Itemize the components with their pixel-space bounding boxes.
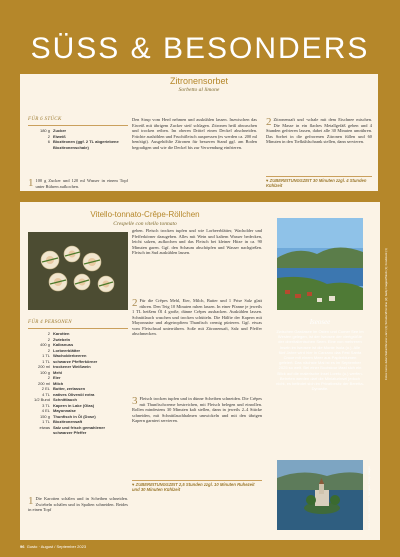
ingredient-row: 2 Lorbeerblätter xyxy=(47,347,81,353)
vitello-step-2: 2 Für die Crêpes Mehl, Eier, Milch, Butter und 1 Prise Salz glatt rühren. Den Teig 10 Minuten ruhen lassen. In einer Pfanne je jeweils 1 TL heißem Öl 4 große, dünne Crêpes ausbacken. Auskühlen lassen. Schnittlauch waschen und trocken schütteln. Die Hälfte der Kapern mit Mayonnaise und abgetropftem Thunfisch cremig pürieren. Ggf. etwas vom Fleischsud unterrühren. Soße mit Zitronensaft, Salz und Pfeffer abschmecken. xyxy=(132,297,262,336)
divider xyxy=(28,125,128,126)
ingredient-row: 3 TL Kapern in Lake (Glas) xyxy=(42,402,95,408)
ingredient-row: 150 g Thunfisch in Öl (Dose) xyxy=(39,413,96,419)
iseo-title: Iseosee xyxy=(309,318,331,326)
ingredient-row: 1 TL Wacholderbeeren xyxy=(42,353,87,358)
vitello-time: ♥ ZUBEREITUNGSZEIT 2,5 Stunden zzgl. 10 Minuten Ruhezeit und 30 Minuten Kühlzeit xyxy=(132,482,255,492)
iseo-text: Zwischen Gardasee im Osten und Comer See im Westen gelegen, ist der Iseosee der viertgrößte der oberitalienischen Seen. Eine von mehreren Inseln im Iseosee ist die Monte Isola (o.). Alle fünf Jahre wird hier in Carzano das Fest Santa Croce mit einem Meer aus Papierblumen gefeiert. Das nächste Mal ist es im September 2025 so weit. Bei einer Bootstour lässt sich ein Blick auf die malerische Insel Loreto (u.) werfen. Betreten werden darf die Miniaturinsel jedoch nicht, es befindet sich im Privatbesitz der Beretta-Dynastie. xyxy=(276,329,364,392)
footer: 96 Gusto · August / September 2023 xyxy=(20,544,87,549)
ingredient-row: 200 ml trockener Weißwein xyxy=(37,364,91,369)
vitello-step-3: 3 Fleisch trocken tupfen und in dünne Scheiben schneiden. Die Crêpes mit Thunfischcreme bestreichen, mit Fleisch belegen und einrollen. Rollen mindestens 30 Minuten kalt stellen, dann in jeweils 2–4 Stücke schneiden, mit Schnittlauchhalmen umwickeln und mit den übrigen Kapern garniert servieren. xyxy=(132,395,262,423)
ingredient-row: 100 g Mehl xyxy=(39,369,63,375)
sorbet-time: ♥ ZUBEREITUNGSZEIT 30 Minuten zzgl. 4 Stunden Kühlzeit xyxy=(266,178,367,188)
ingredient-row: 200 ml Milch xyxy=(37,380,64,386)
sorbet-title: Zitronensorbet xyxy=(169,76,229,86)
ingredient-row: 1 TL schwarze Pfefferkörner xyxy=(42,358,98,364)
vitello-title: Vitello-tonnato-Crêpe-Röllchen xyxy=(90,210,200,219)
vitello-step-1-cont: geben. Fleisch trocken tupfen und wie Lorbeerblätter, Wacholder und Pfefferkörner dazugeben. Alles mit Wein und kaltem Wasser bedecken, leicht salzen, aufkochen und das Fleisch bei kleiner Hitze in ca. 90 Minuten garen. Ggf. den Schaum abschöpfen und Wasser nachgießen. Fleisch im Sud auskühlen lassen. xyxy=(132,228,262,255)
sorbet-subtitle: Sorbetto al limone xyxy=(178,87,220,93)
sorbet-step-text: Den Sirup vom Herd nehmen und auskühlen lassen. Inzwischen das Eiweiß mit übrigem Zucker steif schlagen. Zitronen heiß abwaschen und trocken reiben. Im oberen Drittel einen Deckel abschneiden. Früchte aushöhlen und Fruchtfleisch auspressen (es werden ca. 200 ml benötigt). Ausgehöhlte Zitronen für besseren Stand ggf. am Boden begradigen und wie die Deckel bis zur Verwendung einfrieren. xyxy=(132,117,257,150)
ingredient-row: 1 TL Biozitronensaft xyxy=(42,419,83,424)
sorbet-yield: FÜR 6 STÜCK xyxy=(28,117,62,122)
photo-credit-side: Fotos: Loreto Island Fotos: Sarajevo Trump Images xyxy=(367,466,371,530)
divider xyxy=(266,176,372,177)
loreto-island-photo xyxy=(277,460,363,530)
page-title: SÜSS & BESONDERS xyxy=(30,32,370,65)
ingredient-row: 400 g Kalbsnuss xyxy=(39,342,74,347)
ingredient-row: 6 Biozitronen (ggf. 2 TL abgeriebene Biozitronenschale) xyxy=(47,139,119,150)
vitello-subtitle: Crespelle con vitello tonnato xyxy=(113,221,177,227)
crepe-rolls-photo xyxy=(28,232,128,310)
ingredient-row: 2 Zwiebeln xyxy=(47,336,71,342)
divider xyxy=(28,328,128,329)
ingredient-row: 1/2 Bund Schnittlauch xyxy=(33,397,78,402)
ingredient-row: 180 g Zucker xyxy=(39,128,67,133)
ingredient-row: 4 EL Mayonnaise xyxy=(41,408,76,413)
vitello-step-1: 1 Die Karotten schälen und in Scheiben schneiden. Zwiebeln schälen und in Spalten schneiden. Beides in einen Topf xyxy=(28,495,128,512)
ingredient-row: etwas Salz und frisch gemahlener schwarzer Pfeffer xyxy=(39,424,106,435)
photo-credit: Fotos: kemo Julian Siebert/Gruner+Jahr (4); Schubert/F1online (2); Getty Images/iStock (1); Foodstock (1) xyxy=(384,248,388,380)
vitello-yield: FÜR 4 PERSONEN xyxy=(28,320,72,325)
ingredient-row: 4 TL natives Olivenöl extra xyxy=(42,391,95,397)
sorbet-step-2: 2 Zitronensaft und -schale mit dem Eischnee mischen. Die Masse in ein flaches Metallgefäß geben und 4 Stunden gefrieren lassen, dabei alle 30 Minuten umrühren. Das Sorbet in die gefrorenen Zitronen füllen und 60 Minuten in den Tiefkühlschrank stellen, dann servieren. xyxy=(266,116,372,144)
ingredient-row: 2 Eier xyxy=(47,375,61,380)
divider xyxy=(132,480,262,481)
sorbet-ingredients xyxy=(28,128,128,150)
vitello-ingredients xyxy=(28,331,128,436)
monte-isola-photo xyxy=(277,218,363,310)
ingredient-row: 2 Karotten xyxy=(47,331,70,336)
sorbet-step-1: 1 100 g Zucker und 120 ml Wasser in einem Topf unter Rühren aufkochen. xyxy=(28,177,128,189)
ingredient-row: 2 EL Butter, zerlassen xyxy=(41,386,86,391)
ingredient-row: 2 Eiweiß xyxy=(47,133,66,139)
